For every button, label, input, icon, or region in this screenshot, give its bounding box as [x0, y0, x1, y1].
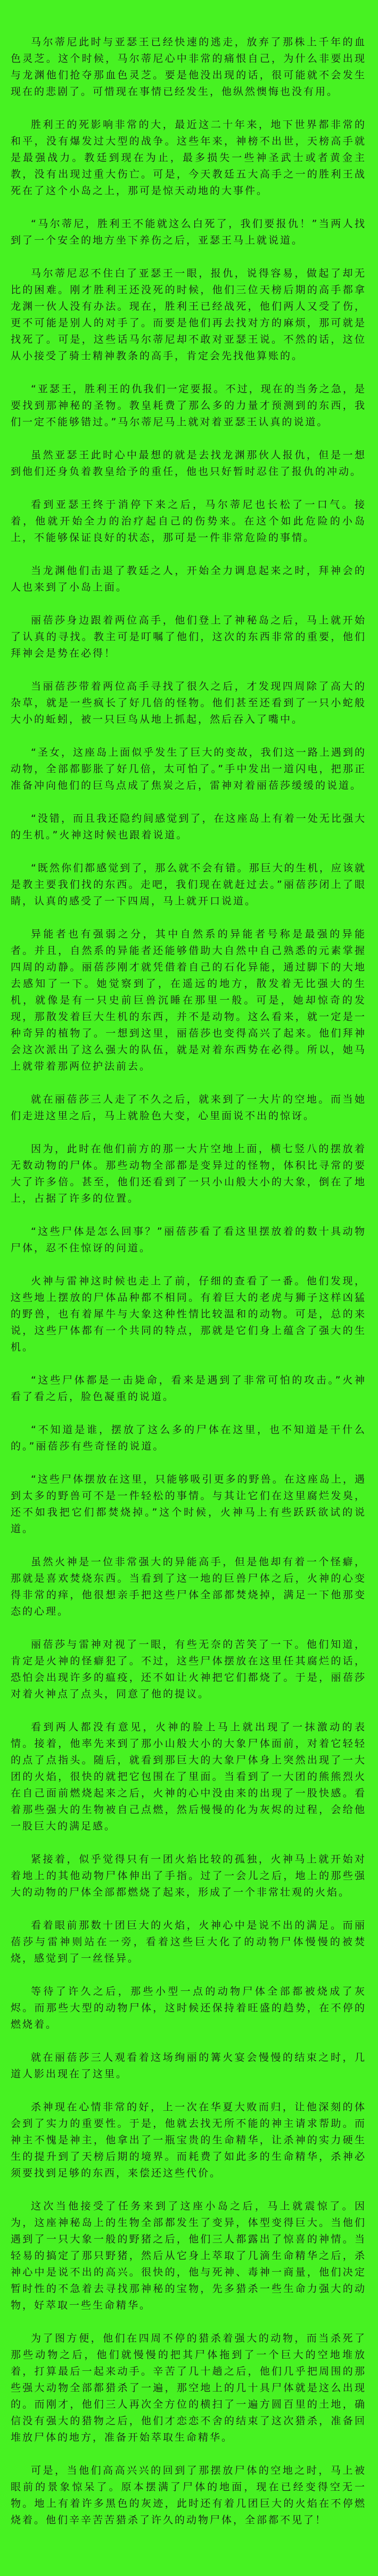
paragraph: “这些尸体摆放在这里，只能够吸引更多的野兽。在这座岛上，遇到太多的野兽可不是一件轻松的事情。与其让它们在这里腐烂发臭，还不如我把它们都焚烧掉。”这个时候，火神马上有些跃跃欲试的说道。 — [11, 1473, 366, 1535]
paragraph: 这次当他接受了任务来到了这座小岛之后，马上就震惊了。因为，这座神秘岛上的生物全部都发生了变异，体型变得巨大。当他们遇到了一只大象一般的野猪之后，他们三人都露出了惊喜的神情。当轻易的搞定了那只野猪，然后从它身上萃取了几滴生命精华之后，杀神心中是说不出的高兴。很快的，他与死神、毒神一商量，他们决定暂时性的不急着去寻找那神秘的宝物，先多猎杀一些生命力强大的动物，好萃取一些生命精华。 — [11, 2200, 366, 2311]
paragraph: 看到两人都没有意见，火神的脸上马上就出现了一抹激动的表情。接着，他率先来到了那小山般大小的大象尸体面前，对着它轻轻的点了点指头。随后，就看到那巨大的大象尸体身上突然出现了一大团的火焰，很快的就把它包围在了里面。当看到了一大团的熊熊烈火在自己面前燃烧起来之后，火神的心中没由来的出现了一股快感。看着那些强大的生物被自己点燃，然后慢慢的化为灰烬的过程，会给他一股巨大的满足感。 — [11, 1721, 366, 1832]
paragraph: 看着眼前那数十团巨大的火焰，火神心中是说不出的满足。而丽蓓莎与雷神则站在一旁，看着这些巨大化了的动物尸体慢慢的被焚烧，感觉到了一丝怪异。 — [11, 1919, 366, 1964]
paragraph: 为了图方便，他们在四周不停的猎杀着强大的动物，而当杀死了那些动物之后，他们就慢慢的把其尸体拖到了一个巨大的空地堆放着，打算最后一起来动手。辛苦了几十趟之后，他们几乎把周围的那些强大动物全部都猎杀了一遍，那空地上的几十具尸体就是这么出现的。而刚才，他们三人再次全方位的横扫了一遍方圆百里的土地，确信没有强大的猎物之后，他们才恋恋不舍的结束了这次猎杀，准备回堆放尸体的地方，准备开始萃取生命精华。 — [11, 2332, 366, 2443]
paragraph: 火神与雷神这时候也走上了前，仔细的查看了一番。他们发现，这些地上摆放的尸体品种都不相同。有着巨大的老虎与狮子这样凶猛的野兽，也有着犀牛与大象这种性情比较温和的动物。可是，总的来说，这些尸体都有一个共同的特点，那就是它们身上蕴含了强大的生机。 — [11, 1275, 366, 1353]
paragraph: “不知道是谁，摆放了这么多的尸体在这里，也不知道是干什么的。”丽蓓莎有些奇怪的说道。 — [11, 1424, 366, 1452]
paragraph: 就在丽蓓莎三人走了不久之后，就来到了一大片的空地。而当她们走进这里之后，马上就脸色大变，心里面说不出的惊讶。 — [11, 1093, 366, 1122]
paragraph: 马尔蒂尼忍不住白了亚瑟王一眼，报仇，说得容易，做起了却无比的困难。刚才胜利王还没死的时候，他们三位天榜后期的高手都拿龙渊一伙人没有办法。现在，胜利王已经战死，他们两人又受了伤，更不可能是别人的对手了。而要是他们再去找对方的麻烦，那可就是找死了。可是，这些话马尔蒂尼却不敢对亚瑟王说。不然的话，这位从小接受了骑士精神教条的高手，肯定会先找他算账的。 — [11, 268, 366, 362]
paragraph: “圣女，这座岛上面似乎发生了巨大的变故，我们这一路上遇到的动物，全部都膨胀了好几倍，太可怕了。”手中发出一道闪电，把那正准备冲向他们的巨鸟点成了焦炭之后，雷神对着丽蓓莎缓缓的说道。 — [11, 747, 366, 791]
paragraph-list — [11, 34, 366, 2529]
paragraph: 杀神现在心情非常的好，上一次在华夏大败而归，让他深刻的体会到了实力的重要性。于是，他就去找无所不能的神主请求帮助。而神主不愧是神主，他拿出了一瓶宝贵的生命精华，让杀神的实力硬生生的提升到了天榜后期的境界。而耗费了如此多的生命精华，杀神必须要找到足够的东西，来偿还这些代价。 — [11, 2101, 366, 2179]
paragraph: 看到亚瑟王终于消停下来之后，马尔蒂尼也长松了一口气。接着，他就开始全力的治疗起自己的伤势来。在这个如此危险的小岛上，不能够保证良好的状态，那可是一件非常危险的事情。 — [11, 499, 366, 544]
paragraph: “没错，而且我还隐约间感觉到了，在这座岛上有着一处无比强大的生机。”火神这时候也跟着说道。 — [11, 813, 366, 841]
paragraph: “这些尸体是怎么回事？”丽蓓莎看了看这里摆放着的数十具动物尸体，忍不住惊讶的问道。 — [11, 1226, 366, 1254]
paragraph: 丽蓓莎身边跟着两位高手，他们登上了神秘岛之后，马上就开始了认真的寻找。教主可是叮嘱了他们，这次的东西非常的重要，他们拜神会是势在必得！ — [11, 614, 366, 659]
paragraph: “既然你们都感觉到了，那么就不会有错。那巨大的生机，应该就是教主要我们找的东西。走吧，我们现在就赶过去。”丽蓓莎闭上了眼睛，认真的感受了一下四周，马上就开口说道。 — [11, 862, 366, 907]
paragraph: 因为，此时在他们前方的那一大片空地上面，横七竖八的摆放着无数动物的尸体。那些动物全部都是变异过的怪物，体积比寻常的要大了许多倍。甚至，他们还看到了一只小山般大小的大象，倒在了地上，占据了许多的位置。 — [11, 1143, 366, 1204]
paragraph: 紧接着，似乎觉得只有一团火焰比较的孤独，火神马上就开始对着地上的其他动物尸体伸出了手指。过了一会儿之后，地上的那些强大的动物的尸体全部都燃烧了起来，形成了一个非常壮观的火焰。 — [11, 1853, 366, 1898]
paragraph: 可是，当他们高高兴兴的回到了那摆放尸体的空地之时，马上被眼前的景象惊呆了。原本摆满了尸体的地面，现在已经变得空无一物。地上有着许多黑色的灰迹，此时还有着几团巨大的火焰在不停燃烧着。他们辛辛苦苦猎杀了许久的动物尸体，全部都不见了！ — [11, 2465, 366, 2526]
paragraph: 就在丽蓓莎三人观看着这场绚丽的篝火宴会慢慢的结束之时，几道人影出现在了这里。 — [11, 2052, 366, 2080]
paragraph: 虽然亚瑟王此时心中最想的就是去找龙渊那伙人报仇，但是一想到他们还身负着教皇给予的重任，他也只好暂时忍住了报仇的冲动。 — [11, 449, 366, 477]
paragraph: 异能者也有强弱之分，其中自然系的异能者号称是最强的异能者。并且，自然系的异能者还能够借助大自然中自己熟悉的元素掌握四周的动静。丽蓓莎刚才就凭借着自己的石化异能，通过脚下的大地去感知了一下。她觉察到了，在遥远的地方，散发着无比强大的生机，就像是有一只史前巨兽沉睡在那里一般。可是，她却惊奇的发现，那散发着巨大生机的东西，并不是动物。这么看来，就一定是一种奇异的植物了。一想到这里，丽蓓莎也变得高兴了起来。他们拜神会这次派出了这么强大的队伍，就是对着东西势在必得。所以，她马上就带着那两位护法前去。 — [11, 928, 366, 1072]
paragraph: 当龙渊他们击退了教廷之人，开始全力调息起来之时，拜神会的人也来到了小岛上面。 — [11, 565, 366, 593]
paragraph: 虽然火神是一位非常强大的异能高手，但是他却有着一个怪癖，那就是喜欢焚烧东西。当看到了这一地的巨兽尸体之后，火神的心变得非常的痒，他很想亲手把这些尸体全部都焚烧掉，满足一下他那变态的心理。 — [11, 1556, 366, 1617]
paragraph: “马尔蒂尼，胜利王不能就这么白死了，我们要报仇！”当两人找到了一个安全的地方坐下养伤之后，亚瑟王马上就说道。 — [11, 218, 366, 246]
paragraph: 丽蓓莎与雷神对视了一眼，有些无奈的苦笑了一下。他们知道，肯定是火神的怪癖犯了。不过，这些尸体摆放在这里任其腐烂的话，恐怕会出现许多的瘟疫，还不如让火神把它们都烧了。于是，丽蓓莎对着火神点了点头，同意了他的提议。 — [11, 1639, 366, 1700]
paragraph: 马尔蒂尼此时与亚瑟王已经快速的逃走，放弃了那株上千年的血色灵芝。这个时候，马尔蒂尼心中非常的痛恨自己，为什么非要出现与龙渊他们抢夺那血色灵芝。要是他没出现的话，很可能就不会发生现在的悲剧了。可惜现在事情已经发生，他纵然懊悔也没有用。 — [11, 36, 366, 98]
paragraph: “这些尸体都是一击毙命，看来是遇到了非常可怕的攻击。”火神看了看之后，脸色凝重的说道。 — [11, 1374, 366, 1403]
paragraph: 胜利王的死影响非常的大，最近这二十年来，地下世界都非常的和平，没有爆发过大型的战争。这些年来，神榜不出世，天榜高手就是最强战力。教廷到现在为止，最多损失一些神圣武士或者黄金主教，没有出现过重大伤亡。可是，今天教廷五大高手之一的胜利王战死在了这个小岛之上，那可是惊天动地的大事件。 — [11, 119, 366, 197]
paragraph: 当丽蓓莎带着两位高手寻找了很久之后，才发现四周除了高大的杂草，就是一些疯长了好几倍的怪物。他们甚至还看到了一只小蛇般大小的蚯蚓，被一只巨鸟从地上抓起，然后吞入了嘴中。 — [11, 681, 366, 725]
paragraph: 等待了许久之后，那些小型一点的动物尸体全部都被烧成了灰烬。而那些大型的动物尸体，这时候还保持着旺盛的趋势，在不停的燃烧着。 — [11, 1986, 366, 2030]
paragraph: “亚瑟王，胜利王的仇我们一定要报。不过，现在的当务之急，是要找到那神秘的圣物。教皇耗费了那么多的力量才预测到的东西，我们一定不能够错过。”马尔蒂尼马上就对着亚瑟王认真的说道。 — [11, 383, 366, 428]
